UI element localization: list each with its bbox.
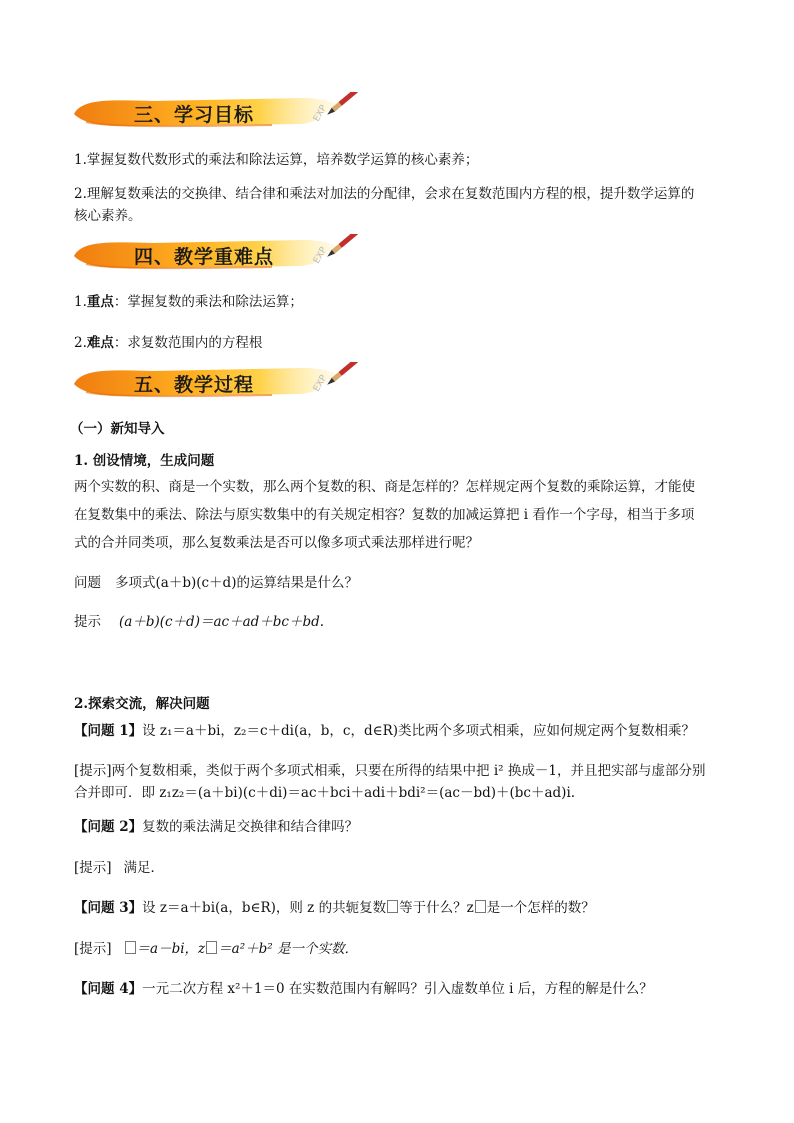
problem-2-hint bbox=[74, 857, 724, 879]
problem-label: 【问题 3】 bbox=[74, 900, 143, 916]
goal-2-line-1: 2.理解复数乘法的交换律、结合律和乘法对加法的分配律，会求在复数范围内方程的根，提升数学运算的 bbox=[74, 186, 695, 202]
keypoint-1 bbox=[74, 291, 724, 313]
intro-line-3: 式的合并同类项，那么复数乘法是否可以像多项式乘法那样进行呢？ bbox=[74, 535, 479, 551]
problem-1 bbox=[74, 720, 724, 742]
hint-label: [提示] bbox=[74, 763, 112, 779]
question-text: 多项式(a＋b)(c＋d)的运算结果是什么？ bbox=[115, 575, 358, 591]
question-row bbox=[74, 572, 724, 594]
hint-text: 两个复数相乘，类似于两个多项式相乘，只要在所得的结果中把 i² 换成－1，并且把实部与虚部分别 bbox=[111, 763, 706, 779]
problem-3 bbox=[74, 897, 724, 919]
problem-text: 等于什么？z bbox=[399, 900, 474, 916]
conjugate-placeholder-icon bbox=[125, 941, 136, 954]
intro-line-1: 两个实数的积、商是一个实数，那么两个复数的积、商是怎样的？怎样规定两个复数的乘除运算，才能使 bbox=[74, 479, 695, 495]
section-banner-process bbox=[72, 362, 372, 402]
section-title: 四、教学重难点 bbox=[134, 246, 275, 268]
keypoint-text: ：求复数范围内的方程根 bbox=[113, 335, 263, 351]
problem-label: 【问题 4】 bbox=[74, 981, 143, 997]
problem-4 bbox=[74, 978, 724, 1000]
problem-text: 一元二次方程 x²＋1＝0 在实数范围内有解吗？引入虚数单位 i 后，方程的解是什么？ bbox=[142, 981, 653, 997]
svg-text:EXP: EXP bbox=[311, 103, 330, 124]
subsection-title: （一）新知导入 bbox=[70, 421, 165, 437]
hint-text: ＝a－bi，z bbox=[136, 941, 206, 957]
keypoint-text: ：掌握复数的乘法和除法运算； bbox=[113, 294, 303, 310]
keypoint-number: 1. bbox=[74, 294, 87, 310]
goal-1: 1.掌握复数代数形式的乘法和除法运算，培养数学运算的核心素养； bbox=[74, 152, 479, 168]
problem-text: 设 z＝a＋bi(a，b∈R)，则 z 的共轭复数 bbox=[142, 900, 387, 916]
problem-text: 是一个怎样的数？ bbox=[486, 900, 595, 916]
hint-text: ＝a²＋b² 是一个实数． bbox=[218, 941, 358, 957]
section-title: 三、学习目标 bbox=[134, 104, 255, 126]
step-2-title: 2.探索交流，解决问题 bbox=[74, 696, 210, 712]
question-label: 问题 bbox=[74, 575, 101, 591]
problem-1-hint-line-2: 合并即可．即 z₁z₂＝(a＋bi)(c＋di)＝ac＋bci＋adi＋bdi²＝(ac－bd)＋(bc＋ad)i. bbox=[74, 785, 576, 801]
problem-2 bbox=[74, 816, 724, 838]
keypoint-label: 难点 bbox=[86, 335, 114, 351]
hint-label: [提示] bbox=[74, 941, 112, 957]
svg-text:EXP: EXP bbox=[311, 245, 330, 266]
hint-label: 提示 bbox=[74, 614, 101, 630]
problem-label: 【问题 1】 bbox=[74, 723, 143, 739]
problem-text: 复数的乘法满足交换律和结合律吗？ bbox=[142, 819, 359, 835]
section-banner-keypoints bbox=[72, 234, 372, 274]
goal-2-line-2: 核心素养。 bbox=[74, 208, 142, 224]
problem-1-hint-line-1 bbox=[74, 760, 724, 782]
hint-text: 满足． bbox=[123, 860, 165, 876]
step-1-title: 1. 创设情境，生成问题 bbox=[74, 453, 215, 469]
problem-label: 【问题 2】 bbox=[74, 819, 143, 835]
intro-line-2: 在复数集中的乘法、除法与原实数集中的有关规定相容？复数的加减运算把 i 看作一个字母，相当于多项 bbox=[74, 507, 695, 523]
hint-label: [提示] bbox=[74, 860, 112, 876]
keypoint-2 bbox=[74, 332, 724, 354]
problem-3-hint bbox=[74, 938, 724, 960]
hint-row bbox=[74, 611, 724, 633]
problem-text: 设 z₁＝a＋bi，z₂＝c＋di(a，b，c，d∈R)类比两个多项式相乘，应如何规定两个复数相乘？ bbox=[142, 723, 696, 739]
hint-formula: (a＋b)(c＋d)＝ac＋ad＋bc＋bd. bbox=[119, 614, 325, 630]
conjugate-placeholder-icon bbox=[387, 900, 398, 913]
svg-text:EXP: EXP bbox=[311, 373, 330, 394]
section-title: 五、教学过程 bbox=[134, 374, 255, 396]
keypoint-label: 重点 bbox=[86, 294, 114, 310]
section-banner-goals bbox=[72, 92, 372, 132]
conjugate-placeholder-icon bbox=[475, 900, 486, 913]
conjugate-placeholder-icon bbox=[206, 941, 217, 954]
keypoint-number: 2. bbox=[74, 335, 87, 351]
